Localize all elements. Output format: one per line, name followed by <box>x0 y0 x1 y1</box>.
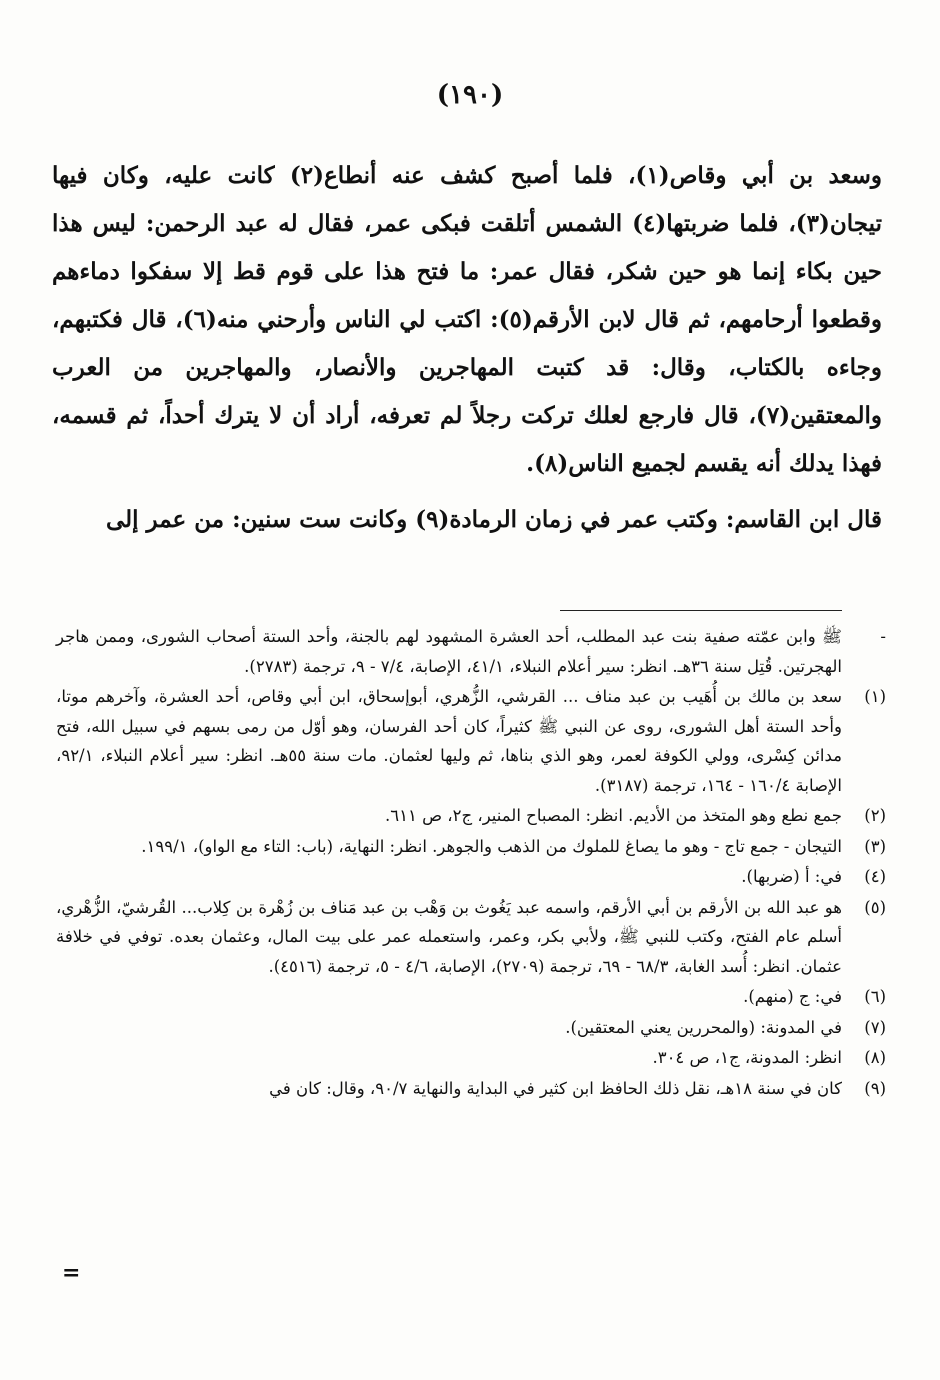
footnote-item <box>56 622 886 681</box>
footnote-number: (٧) <box>864 1017 886 1037</box>
footnote-number: (٢) <box>864 806 886 825</box>
continuation-mark: = <box>62 1260 81 1286</box>
footnote-number: (٩) <box>864 1078 886 1098</box>
footnote-number: (١) <box>864 687 886 706</box>
footnote-text: ﷺ وابن عمّته صفية بنت عبد المطلب، أحد العشرة المشهود لهم بالجنة، وأحد الستة أصحاب الشورى، وممن هاجر الهجرتين. قُتِل سنة ٣٦هـ. انظر: سير أعلام النبلاء، ٤١/١، الإصابة، ٧/٤ - ٩، ترجمة (٢٧٨٣). <box>56 627 842 676</box>
footnote-item <box>56 682 886 800</box>
main-paragraph-1: وسعد بن أبي وقاص(١)، فلما أصبح كشف عنه أنطاع(٢) كانت عليه، وكان فيها تيجان(٣)، فلما ضربتها(٤) الشمس أتلقت فبكى عمر، فقال له عبد الرحمن: ليس هذا حين بكاء إنما هو حين شكر، فقال عمر: ما فتح هذا على قوم قط إلا سفكوا دماءهم وقطعوا أرحامهم، ثم قال لابن الأرقم(٥): اكتب لي الناس وأرحني منه(٦)، قال فكتبهم، وجاءه بالكتاب، وقال: قد كتبت المهاجرين والأنصار، والمهاجرين من العرب والمعتقين(٧)، قال فارجع لعلك تركت رجلاً لم تعرفه، أراد أن لا يترك أحداً، ثم قسمه، فهذا يدلك أنه يقسم لجميع الناس(٨). <box>52 162 882 477</box>
footnote-text: جمع نطع وهو المتخذ من الأديم. انظر: المصباح المنير، ج٢، ص ٦١١. <box>385 806 842 825</box>
footnote-separator <box>560 610 842 611</box>
footnote-number: (٤) <box>864 867 886 886</box>
footnote-text: سعد بن مالك بن أُهَيب بن عبد مناف ... القرشي، الزُّهري، أبوإسحاق، ابن أبي وقاص، أحد العشرة، وآخرهم موتا، وأحد الستة أهل الشورى، روى عن النبي ﷺ كثيراً، كان أحد الفرسان، وهو أوّل من رمى بسهم في سبيل الله، فتح مدائن كِسْرى، وولي الكوفة لعمر، وهو الذي بناها، ثم وليها لعثمان. مات سنة ٥٥هـ. انظر: سير أعلام النبلاء، ٩٢/١، الإصابة ١٦٠/٤ - ١٦٤، ترجمة (٣١٨٧). <box>56 687 842 795</box>
footnote-number: (٦) <box>864 987 886 1006</box>
footnote-item <box>56 862 886 892</box>
footnote-item <box>56 1013 886 1043</box>
footnote-item <box>56 893 886 982</box>
footnote-text: انظر: المدونة، ج١، ص ٣٠٤. <box>652 1048 842 1067</box>
footnote-item <box>56 801 886 831</box>
main-text <box>52 152 882 544</box>
page-number: (١٩٠) <box>436 80 504 110</box>
footnote-text: في المدونة: (والمحررين يعني المعتقين). <box>565 1017 842 1037</box>
footnote-text: في: أ (ضربها). <box>741 867 842 886</box>
footnote-text: كان في سنة ١٨هـ، نقل ذلك الحافظ ابن كثير في البداية والنهاية ٩٠/٧، وقال: كان في <box>269 1078 842 1098</box>
footnote-text: التيجان - جمع تاج - وهو ما يصاغ للملوك من الذهب والجوهر. انظر: النهاية، (باب: التاء مع الواو)، ١٩٩/١. <box>141 836 842 856</box>
footnote-text: هو عبد الله بن الأرقم بن أبي الأرقم، واسمه عبد يَغُوث بن وَهْب بن عبد مَناف بن زُهْرة بن كِلاب... القُرشيّ، الزُّهْري، أسلم عام الفتح، وكتب للنبي ﷺ، ولأبي بكر، وعمر، واستعمله عمر على بيت المال، وعثمان بعده. توفي في خلافة عثمان. انظر: أُسد الغابة، ٦٨/٣ - ٦٩، ترجمة (٢٧٠٩)، الإصابة، ٤/٦ - ٥، ترجمة (٤٥١٦). <box>56 897 842 976</box>
footnote-item <box>56 832 886 862</box>
footnote-item <box>56 1074 886 1104</box>
footnote-item <box>56 1043 886 1073</box>
footnote-item <box>56 982 886 1012</box>
footnote-number: (٣) <box>864 836 886 856</box>
footnote-number: - <box>880 627 886 646</box>
footnotes <box>56 622 886 1104</box>
footnote-number: (٨) <box>864 1048 886 1067</box>
footnote-number: (٥) <box>864 897 886 917</box>
main-paragraph-2: قال ابن القاسم: وكتب عمر في زمان الرمادة(٩) وكانت ست سنين: من عمر إلى <box>105 506 882 533</box>
footnote-text: في: ج (منهم). <box>743 987 842 1006</box>
